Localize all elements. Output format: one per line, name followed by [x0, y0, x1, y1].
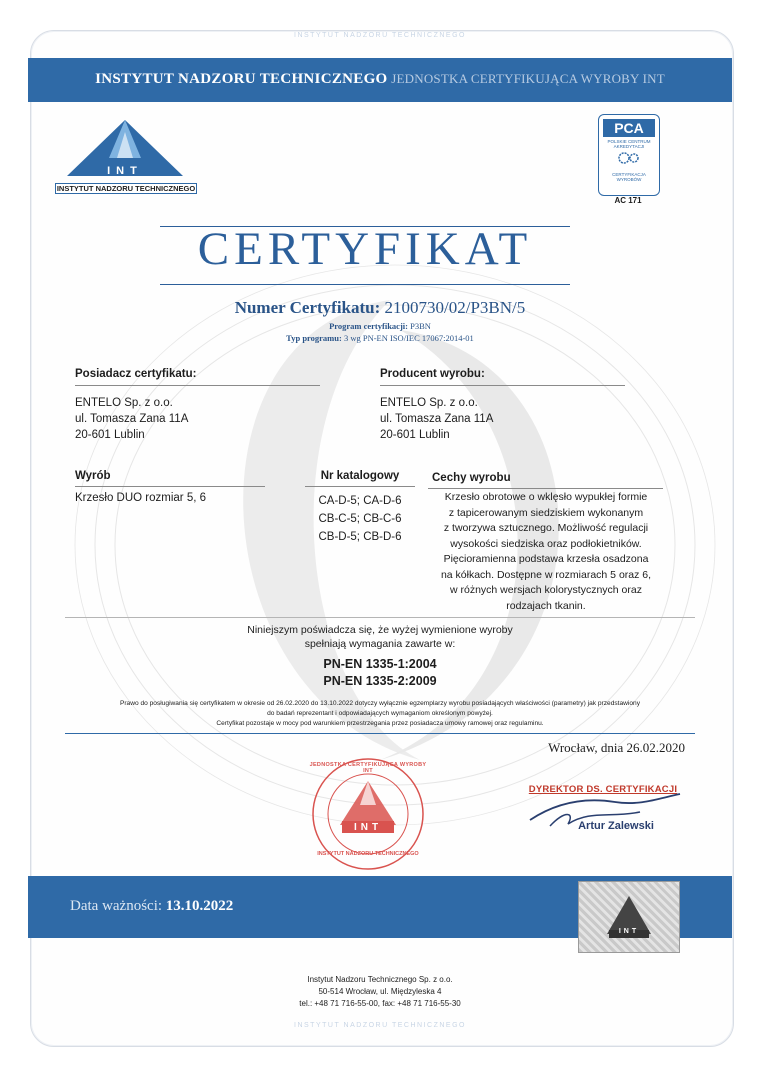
- holder-label: Posiadacz certyfikatu:: [75, 368, 197, 380]
- int-logo: [55, 118, 195, 198]
- pca-accreditation-mark: [598, 114, 660, 196]
- certificate-number-value: 2100730/02/P3BN/5: [384, 298, 526, 317]
- bottom-microtext-strip: [60, 1022, 700, 1032]
- statement-divider-top: [65, 617, 695, 618]
- header-band: [28, 58, 732, 102]
- program-type-value: 3 wg PN-EN ISO/IEC 17067:2014-01: [343, 333, 474, 343]
- title-rule-bottom: [160, 284, 570, 285]
- institute-name: INSTYTUT NADZORU TECHNICZNEGO: [95, 71, 388, 87]
- pca-line1: POLSKIE CENTRUM: [607, 139, 651, 144]
- pca-line2: AKREDYTACJI: [613, 144, 645, 149]
- program-type-label: Typ programu:: [286, 333, 342, 343]
- features-line: na kółkach. Dostępne w rozmiarach 5 oraz 6,: [440, 568, 652, 581]
- hologram-int-logo-icon: [579, 882, 679, 952]
- validity-label: Data ważności:: [70, 898, 163, 914]
- int-logo-acronym: INT: [107, 165, 143, 177]
- features-line: z tworzywa sztucznego. Możliwość regulacji: [443, 522, 649, 534]
- pca-line4: WYROBÓW: [616, 177, 642, 182]
- issue-place-date: Wrocław, dnia 26.02.2020: [548, 740, 685, 755]
- microtext: INSTYTUT NADZORU TECHNICZNEGO: [294, 32, 466, 39]
- top-microtext-strip: [60, 32, 700, 42]
- program-type-line: [100, 333, 660, 343]
- features-label: Cechy wyrobu: [432, 472, 511, 484]
- features-text: [426, 490, 666, 614]
- certificate-number: [100, 298, 660, 318]
- catalog-value-3: CB-D-5; CB-D-6: [318, 531, 402, 543]
- statement-line-2: spełniają wymagania zawarte w:: [304, 638, 456, 650]
- header-title: [28, 71, 732, 88]
- producer-city: 20-601 Lublin: [380, 429, 450, 441]
- pca-code: AC 171: [614, 196, 642, 205]
- holder-street: ul. Tomasza Zana 11A: [75, 413, 189, 425]
- signature-name: Artur Zalewski: [578, 820, 654, 832]
- pca-label: PCA: [603, 119, 655, 137]
- standard-1: PN-EN 1335-1:2004: [323, 657, 437, 671]
- catalog-divider: [305, 486, 415, 487]
- program-line: [100, 321, 660, 331]
- catalog-value-2: CB-C-5; CB-C-6: [318, 513, 402, 525]
- product-value: Krzesło DUO rozmiar 5, 6: [75, 492, 207, 504]
- certificate-title: CERTYFIKAT: [197, 223, 533, 275]
- pca-line3: CERTYFIKACJA: [612, 172, 646, 177]
- holder-divider: [75, 385, 320, 386]
- int-logo-caption: INSTYTUT NADZORU TECHNICZNEGO: [56, 184, 196, 193]
- features-line: z tapicerowanym siedziskiem wykonanym: [448, 506, 644, 519]
- producer-divider: [380, 385, 625, 386]
- gears-icon: [599, 149, 659, 167]
- program-label: Program certyfikacji:: [329, 321, 408, 331]
- program-value: P3BN: [410, 321, 431, 331]
- footer-contact: tel.: +48 71 716-55-00, fax: +48 71 716-55-30: [299, 999, 461, 1008]
- product-divider: [75, 486, 265, 487]
- holder-city: 20-601 Lublin: [75, 429, 145, 441]
- producer-label: Producent wyrobu:: [380, 368, 485, 380]
- features-line: Krzesło obrotowe o wklęsło wypukłej formie: [444, 491, 648, 503]
- producer-name: ENTELO Sp. z o.o.: [380, 397, 478, 409]
- validity-line: [70, 898, 233, 915]
- legal-line-2: do badań reprezentant i odpowiadających wymaganiom określonym powyżej.: [267, 710, 493, 717]
- standard-2: PN-EN 1335-2:2009: [323, 674, 437, 688]
- certificate-number-label: Numer Certyfikatu:: [234, 298, 381, 317]
- footer-address: 50-514 Wrocław, ul. Międzyleska 4: [318, 987, 442, 996]
- hologram-acronym: INT: [618, 928, 640, 935]
- features-line: w różnych wersjach kolorystycznych oraz: [450, 584, 642, 596]
- seal-acronym: INT: [353, 822, 383, 833]
- producer-street: ul. Tomasza Zana 11A: [380, 413, 494, 425]
- features-line: wysokości siedziska oraz podłokietników.: [450, 537, 642, 550]
- microtext: INSTYTUT NADZORU TECHNICZNEGO: [294, 1022, 466, 1029]
- seal-ring-text: JEDNOSTKA CERTYFIKUJĄCA WYROBY INT: [309, 762, 427, 774]
- features-line: rodzajach tkanin.: [506, 599, 586, 612]
- holder-name: ENTELO Sp. z o.o.: [75, 397, 173, 409]
- statement-line-1: Niniejszym poświadcza się, że wyżej wymienione wyroby: [247, 624, 513, 636]
- validity-date: 13.10.2022: [165, 898, 234, 914]
- catalog-value-1: CA-D-5; CA-D-6: [318, 495, 402, 507]
- features-line: Pięcioramienna podstawa krzesła osadzona: [443, 553, 649, 565]
- hologram-sticker: [578, 881, 680, 953]
- legal-line-1: Prawo do posługiwania się certyfikatem w okresie od 26.02.2020 do 13.10.2022 dotyczy wyłącznie egzemplarzy wyrobu posiadających właściwości (parametry) jak przedstawiony: [119, 700, 641, 707]
- legal-line-3: Certyfikat pozostaje w mocy pod warunkiem przestrzegania przez posiadacza umowy ramowej oraz regulaminu.: [216, 720, 544, 727]
- catalog-label: Nr katalogowy: [320, 470, 400, 482]
- statement-divider-bottom: [65, 733, 695, 734]
- product-label: Wyrób: [75, 470, 111, 482]
- footer-company: Instytut Nadzoru Technicznego Sp. z o.o.: [307, 975, 453, 984]
- seal-bottom-text: INSTYTUT NADZORU TECHNICZNEGO: [317, 851, 419, 857]
- signature-title-stamp: DYREKTOR DS. CERTYFIKACJI: [528, 784, 678, 795]
- institute-unit: JEDNOSTKA CERTYFIKUJĄCA WYROBY INT: [391, 71, 665, 86]
- features-divider: [428, 488, 663, 489]
